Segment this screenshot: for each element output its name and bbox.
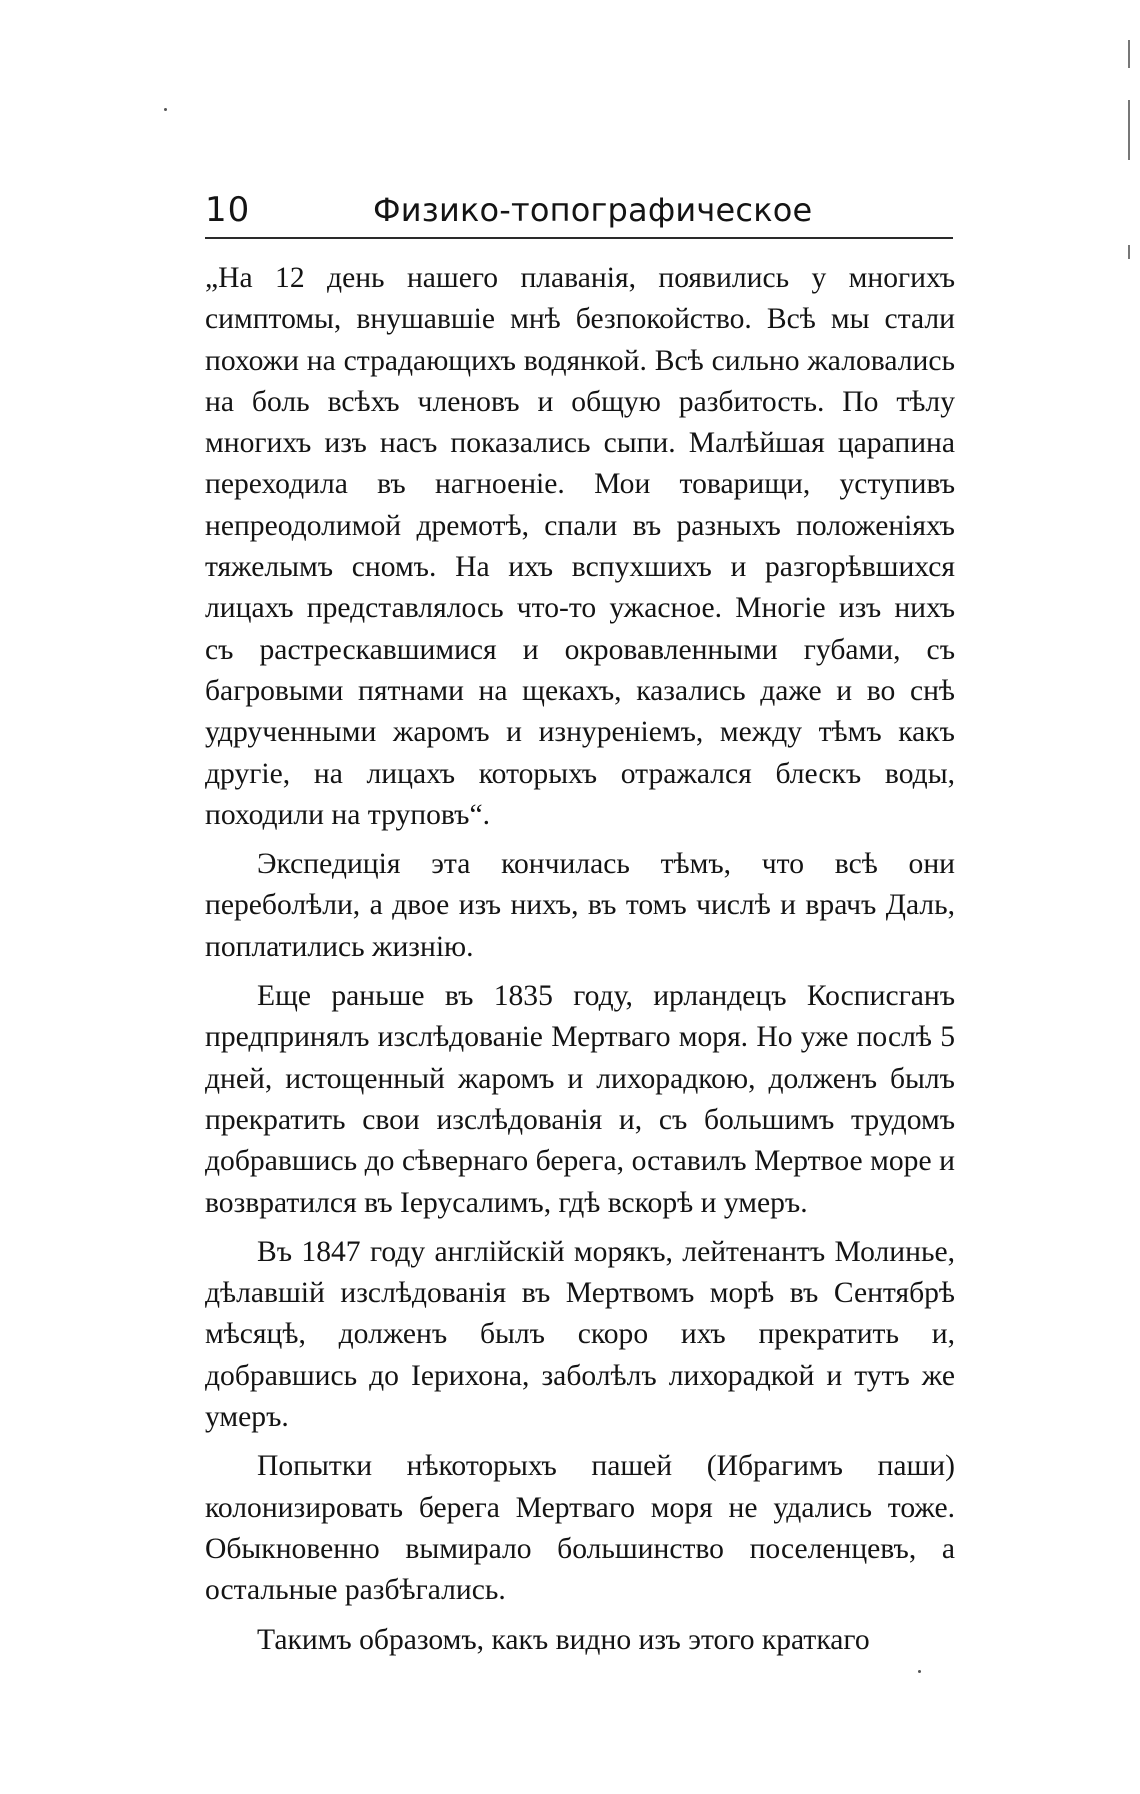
scan-speck bbox=[918, 1670, 921, 1673]
scan-edge-mark bbox=[1128, 245, 1130, 259]
header-rule bbox=[205, 237, 953, 239]
scan-edge-mark bbox=[1128, 40, 1130, 68]
scan-edge-mark bbox=[1128, 100, 1130, 160]
paragraph-3: Еще раньше въ 1835 году, ирландецъ Косписганъ предпринялъ изслѣдованіе Мертваго моря. Но уже послѣ 5 дней, истощенный жаромъ и лихорадкою, долженъ былъ прекратить свои изслѣдованія и, съ большимъ трудомъ добравшись до сѣвернаго берега, оставилъ Мертвое море и возвратился въ Іерусалимъ, гдѣ вскорѣ и умеръ. bbox=[205, 980, 955, 1219]
running-title: Физико-топографическое bbox=[373, 191, 813, 229]
page-header bbox=[205, 186, 955, 234]
paragraph-5: Попытки нѣкоторыхъ пашей (Ибрагимъ паши) колонизировать берега Мертваго моря не удались тоже. Обыкновенно вымирало большинство поселенцевъ, а остальные разбѣгались. bbox=[205, 1450, 955, 1607]
page-number: 10 bbox=[205, 190, 251, 230]
scan-speck bbox=[164, 108, 167, 111]
body-text bbox=[205, 258, 955, 1661]
paragraph-2: Экспедиція эта кончилась тѣмъ, что всѣ они переболѣли, а двое изъ нихъ, въ томъ числѣ и врачъ Даль, поплатились жизнію. bbox=[205, 848, 955, 963]
paragraph-4: Въ 1847 году англійскій морякъ, лейтенантъ Молинье, дѣлавшій изслѣдованія въ Мертвомъ морѣ въ Сентябрѣ мѣсяцѣ, долженъ былъ скоро ихъ прекратить и, добравшись до Іерихона, заболѣлъ лихорадкой и тутъ же умеръ. bbox=[205, 1235, 955, 1434]
paragraph-1: „На 12 день нашего плаванія, появились у многихъ симптомы, внушавшіе мнѣ безпокойство. Всѣ мы стали похожи на страдающихъ водянкой. Всѣ сильно жаловались на боль всѣхъ членовъ и общую разбитость. По тѣлу многихъ изъ насъ показались сыпи. Малѣйшая царапина переходила въ нагноеніе. Мои товарищи, уступивъ непреодолимой дремотѣ, спали въ разныхъ положеніяхъ тяжелымъ сномъ. На ихъ вспухшихъ и разгорѣвшихся лицахъ представлялось что-то ужасное. Многіе изъ нихъ съ растрескавшимися и окровавленными губами, съ багровыми пятнами на щекахъ, казались даже и во снѣ удрученными жаромъ и изнуреніемъ, между тѣмъ какъ другіе, на лицахъ которыхъ отражался блескъ воды, походили на труповъ“. bbox=[205, 262, 955, 831]
paragraph-6: Такимъ образомъ, какъ видно изъ этого краткаго bbox=[257, 1623, 870, 1656]
